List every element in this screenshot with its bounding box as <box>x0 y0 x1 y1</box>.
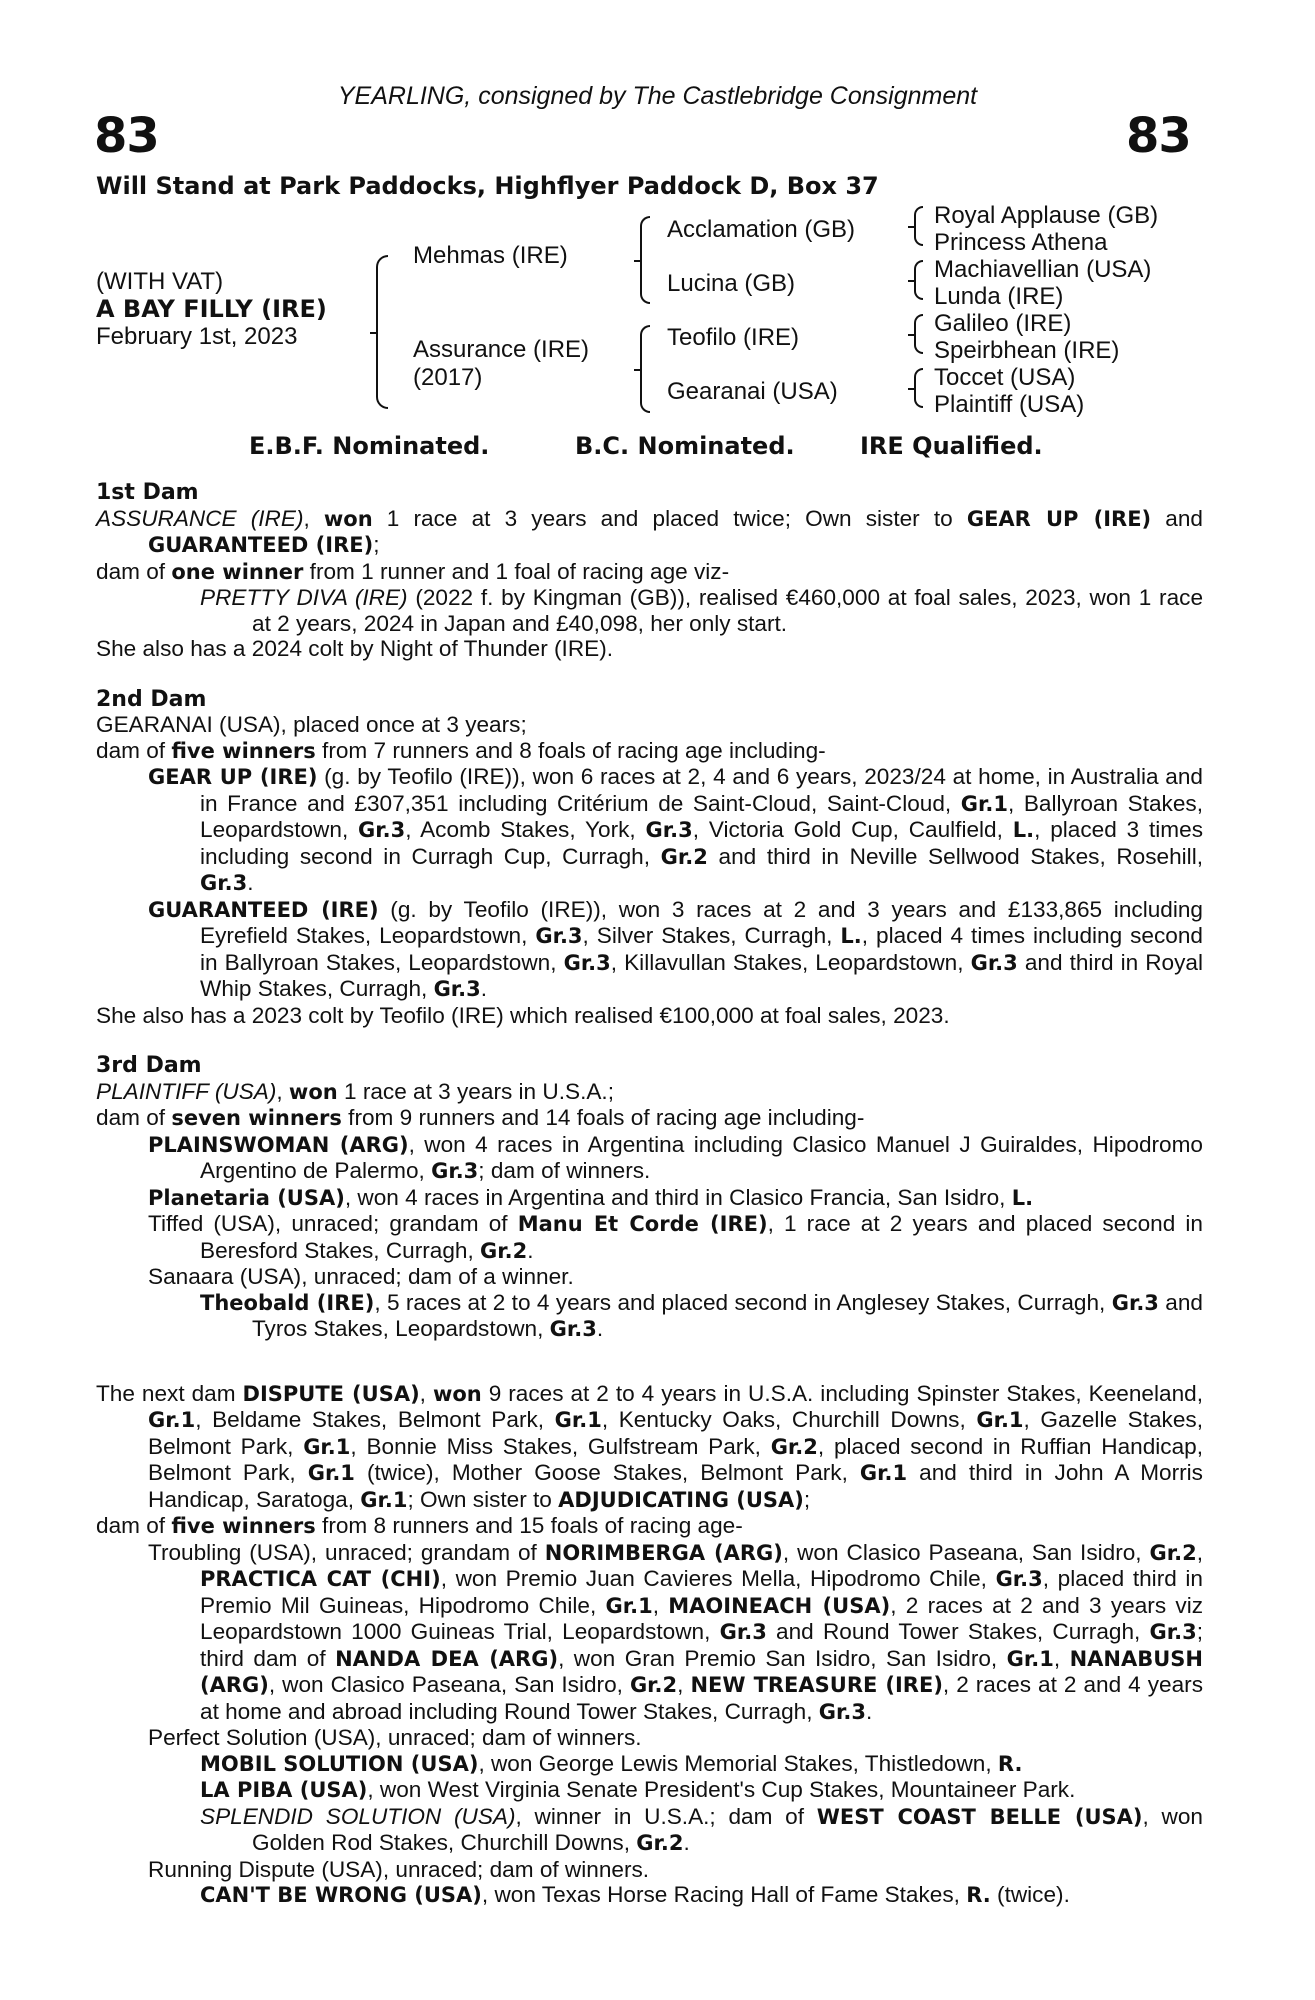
pedigree-g3-8: Plaintiff (USA) <box>934 391 1085 418</box>
next-dam-grandprogeny-3: SPLENDID SOLUTION (USA), winner in U.S.A.; dam of WEST COAST BELLE (USA), won Golden Rod Stakes, Churchill Downs, Gr.2. <box>200 1803 1203 1855</box>
third-dam-produce-summary: dam of seven winners from 9 runners and 14 foals of racing age including- <box>96 1105 865 1130</box>
pedigree-g3-2: Princess Athena <box>934 229 1108 256</box>
brace-gen1 <box>376 255 388 409</box>
third-dam-record: PLAINTIFF (USA), won 1 race at 3 years in U.S.A.; <box>96 1078 614 1104</box>
foaling-date: February 1st, 2023 <box>96 323 298 350</box>
brace-g3-1 <box>914 206 923 246</box>
next-dam-grandprogeny-1: MOBIL SOLUTION (USA), won George Lewis Memorial Stakes, Thistledown, R. <box>200 1750 1023 1776</box>
bc-nomination: B.C. Nominated. <box>575 432 795 460</box>
third-dam-progeny-1: PLAINSWOMAN (ARG), won 4 races in Argentina including Clasico Manuel J Guiraldes, Hipodromo Argentino de Palermo, Gr.3; dam of winners. <box>148 1131 1203 1183</box>
next-dam-progeny-3: Running Dispute (USA), unraced; dam of winners. <box>148 1856 650 1882</box>
pedigree-dd: Gearanai (USA) <box>667 378 838 405</box>
brace-g3-2 <box>914 260 923 300</box>
third-dam-progeny-3: Tiffed (USA), unraced; grandam of Manu Et Corde (IRE), 1 race at 2 years and placed second in Beresford Stakes, Curragh, Gr.2. <box>148 1211 1203 1263</box>
next-dam-grandprogeny-2: LA PIBA (USA), won West Virginia Senate President's Cup Stakes, Mountaineer Park. <box>200 1777 1076 1802</box>
first-dam-produce-summary: dam of one winner from 1 runner and 1 foal of racing age viz- <box>96 558 730 584</box>
pedigree-g3-7: Toccet (USA) <box>934 364 1076 391</box>
next-dam-record: The next dam DISPUTE (USA), won 9 races at 2 to 4 years in U.S.A. including Spinster Stakes, Keeneland, Gr.1, Beldame Stakes, Belmont Park, Gr.1, Kentucky Oaks, Churchill Downs, Gr.1, Gazelle Stakes, Belmont Park, Gr.1, Bonnie Miss Stakes, Gulfstream Park, Gr.2, placed second in Ruffian Handicap, Belmont Park, Gr.1 (twice), Mother Goose Stakes, Belmont Park, Gr.1 and third in John A Morris Handicap, Saratoga, Gr.1; Own sister to ADJUDICATING (USA); <box>96 1380 1203 1512</box>
second-dam-produce-summary: dam of five winners from 7 runners and 8 foals of racing age including- <box>96 737 826 763</box>
second-dam-record: GEARANAI (USA), placed once at 3 years; <box>96 712 527 737</box>
second-dam-also: She also has a 2023 colt by Teofilo (IRE) which realised €100,000 at foal sales, 2023. <box>96 1002 950 1028</box>
brace-dam <box>640 325 650 413</box>
pedigree-dam: Assurance (IRE) <box>413 336 590 363</box>
lot-number-right: 83 <box>1126 108 1191 164</box>
first-dam-also: She also has a 2024 colt by Night of Thunder (IRE). <box>96 636 614 661</box>
ire-qualified: IRE Qualified. <box>860 432 1043 460</box>
next-dam-grandprogeny-4: CAN'T BE WRONG (USA), won Texas Horse Racing Hall of Fame Stakes, R. (twice). <box>200 1882 1070 1907</box>
pedigree-ds: Teofilo (IRE) <box>667 324 800 351</box>
second-dam-progeny-2: GUARANTEED (IRE) (g. by Teofilo (IRE)), won 3 races at 2 and 3 years and £133,865 including Eyrefield Stakes, Leopardstown, Gr.3, Silver Stakes, Curragh, L., placed 4 times including second in Ballyroan Stakes, Leopardstown, Gr.3, Killavullan Stakes, Leopardstown, Gr.3 and third in Royal Whip Stakes, Curragh, Gr.3. <box>148 896 1204 1001</box>
pedigree-g3-1: Royal Applause (GB) <box>934 202 1159 229</box>
pedigree-g3-3: Machiavellian (USA) <box>934 256 1152 283</box>
pedigree-g3-6: Speirbhean (IRE) <box>934 337 1120 364</box>
pedigree-g3-5: Galileo (IRE) <box>934 310 1072 337</box>
second-dam-heading: 2nd Dam <box>96 686 207 712</box>
first-dam-record: ASSURANCE (IRE), won 1 race at 3 years and placed twice; Own sister to GEAR UP (IRE) and GUARANTEED (IRE); <box>96 505 1203 557</box>
brace-g3-4 <box>914 368 923 408</box>
second-dam-progeny-1: GEAR UP (IRE) (g. by Teofilo (IRE)), won 6 races at 2, 4 and 6 years, 2023/24 at home, in Australia and in France and £307,351 including Critérium de Saint-Cloud, Saint-Cloud, Gr.1, Ballyroan Stakes, Leopardstown, Gr.3, Acomb Stakes, York, Gr.3, Victoria Gold Cup, Caulfield, L., placed 3 times including second in Curragh Cup, Curragh, Gr.2 and third in Neville Sellwood Stakes, Rosehill, Gr.3. <box>148 764 1204 895</box>
third-dam-heading: 3rd Dam <box>96 1053 202 1078</box>
consignment-line: YEARLING, consigned by The Castlebridge Consignment <box>337 82 978 110</box>
next-dam-produce-summary: dam of five winners from 8 runners and 15 foals of racing age- <box>96 1513 743 1538</box>
ebf-nomination: E.B.F. Nominated. <box>249 432 490 460</box>
stand-location: Will Stand at Park Paddocks, Highflyer Paddock D, Box 37 <box>96 172 879 200</box>
lot-title: A BAY FILLY (IRE) <box>96 295 327 323</box>
pedigree-ss: Acclamation (GB) <box>667 216 856 243</box>
lot-number-left: 83 <box>94 108 159 164</box>
first-dam-heading: 1st Dam <box>96 480 199 505</box>
pedigree-g3-4: Lunda (IRE) <box>934 283 1064 310</box>
brace-g3-3 <box>914 314 923 354</box>
brace-sire <box>640 216 650 304</box>
third-dam-progeny-4: Sanaara (USA), unraced; dam of a winner. <box>148 1264 574 1289</box>
pedigree-dam-year: (2017) <box>413 364 483 391</box>
next-dam-progeny-1: Troubling (USA), unraced; grandam of NORIMBERGA (ARG), won Clasico Paseana, San Isidro, Gr.2, PRACTICA CAT (CHI), won Premio Juan Cavieres Mella, Hipodromo Chile, Gr.3, placed third in Premio Mil Guineas, Hipodromo Chile, Gr.1, MAOINEACH (USA), 2 races at 2 and 3 years viz Leopardstown 1000 Guineas Trial, Leopardstown, Gr.3 and Round Tower Stakes, Curragh, Gr.3; third dam of NANDA DEA (ARG), won Gran Premio San Isidro, San Isidro, Gr.1, NANABUSH (ARG), won Clasico Paseana, San Isidro, Gr.2, NEW TREASURE (IRE), 2 races at 2 and 4 years at home and abroad including Round Tower Stakes, Curragh, Gr.3. <box>148 1539 1204 1724</box>
pedigree-sd: Lucina (GB) <box>667 270 796 297</box>
pedigree-sire: Mehmas (IRE) <box>413 242 568 269</box>
next-dam-progeny-2: Perfect Solution (USA), unraced; dam of winners. <box>148 1725 642 1750</box>
third-dam-progeny-2: Planetaria (USA), won 4 races in Argentina and third in Clasico Francia, San Isidro, L. <box>148 1184 1034 1210</box>
vat-label: (WITH VAT) <box>96 268 224 295</box>
first-dam-progeny-1: PRETTY DIVA (IRE) (2022 f. by Kingman (GB)), realised €460,000 at foal sales, 2023, won 1 race at 2 years, 2024 in Japan and £40,098, her only start. <box>200 585 1204 636</box>
third-dam-grandprogeny-1: Theobald (IRE), 5 races at 2 to 4 years and placed second in Anglesey Stakes, Curragh, Gr.3 and Tyros Stakes, Leopardstown, Gr.3. <box>200 1289 1203 1341</box>
dam-pages <box>96 480 1203 1909</box>
